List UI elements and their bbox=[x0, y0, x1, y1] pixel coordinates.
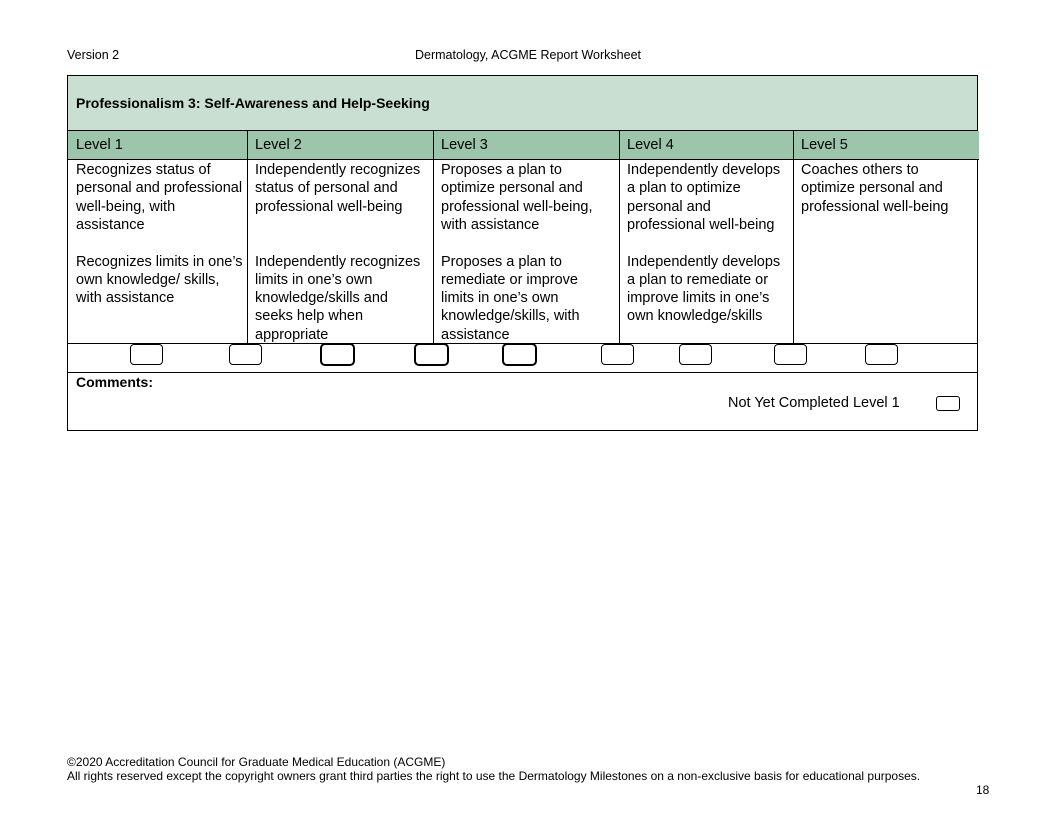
level-3-header bbox=[433, 131, 619, 160]
level-5-wellbeing-text: Coaches others to optimize personal and professional well-being bbox=[801, 162, 949, 215]
level-4-label: Level 4 bbox=[627, 137, 674, 153]
rating-checkbox-4-5[interactable] bbox=[774, 344, 807, 365]
level-3-label: Level 3 bbox=[441, 137, 488, 153]
level-2-description bbox=[247, 160, 433, 343]
page-number: 18 bbox=[976, 783, 990, 797]
rating-checkbox-1[interactable] bbox=[130, 344, 163, 365]
level-1-header bbox=[68, 131, 247, 160]
level-5-description bbox=[793, 160, 979, 343]
level-2-label: Level 2 bbox=[255, 137, 302, 153]
rating-checkbox-1-5[interactable] bbox=[229, 344, 262, 365]
column-divider bbox=[433, 131, 434, 343]
rating-checkbox-5[interactable] bbox=[865, 344, 898, 365]
milestone-table bbox=[67, 75, 978, 431]
level-5-header bbox=[793, 131, 979, 160]
comments-divider bbox=[68, 372, 977, 373]
level-1-limits-text: Recognizes limits in one’s own knowledge/ skills, with assistance bbox=[76, 253, 243, 307]
document-title: Dermatology, ACGME Report Worksheet bbox=[414, 48, 641, 62]
level-3-wellbeing-text: Proposes a plan to optimize personal and professional well-being, with assistance bbox=[441, 162, 593, 233]
footer-copyright: ©2020 Accreditation Council for Graduate Medical Education (ACGME) bbox=[67, 755, 446, 769]
rating-checkbox-4[interactable] bbox=[679, 344, 712, 365]
milestone-title: Professionalism 3: Self-Awareness and Help-Seeking bbox=[76, 95, 430, 111]
rating-checkbox-3-5[interactable] bbox=[601, 344, 634, 365]
level-4-limits-text: Independently develops a plan to remediate or improve limits in one’s own knowledge/skills bbox=[627, 253, 781, 325]
milestone-title-band bbox=[68, 76, 977, 131]
column-divider bbox=[247, 131, 248, 343]
level-3-limits-text: Proposes a plan to remediate or improve limits in one’s own knowledge/skills, with assistance bbox=[441, 253, 580, 343]
level-4-description bbox=[619, 160, 793, 343]
comments-label: Comments: bbox=[76, 374, 154, 390]
level-4-wellbeing-text: Independently develops a plan to optimize personal and professional well-being bbox=[627, 162, 781, 233]
level-5-label: Level 5 bbox=[801, 137, 848, 153]
rating-checkbox-2-5[interactable] bbox=[414, 343, 449, 366]
column-divider bbox=[793, 131, 794, 343]
level-4-header bbox=[619, 131, 793, 160]
not-yet-completed-checkbox[interactable] bbox=[936, 396, 960, 411]
level-2-wellbeing-text: Independently recognizes status of personal and professional well-being bbox=[255, 162, 421, 215]
level-1-description bbox=[68, 160, 247, 343]
level-1-label: Level 1 bbox=[76, 137, 123, 153]
level-1-wellbeing-text: Recognizes status of personal and professional well-being, with assistance bbox=[76, 162, 243, 233]
level-2-header bbox=[247, 131, 433, 160]
rating-checkbox-3[interactable] bbox=[502, 343, 537, 366]
level-3-description bbox=[433, 160, 619, 343]
not-yet-completed-label: Not Yet Completed Level 1 bbox=[728, 395, 900, 411]
level-2-limits-text: Independently recognizes limits in one’s own knowledge/skills and seeks help when appropriate bbox=[255, 253, 421, 343]
footer-rights: All rights reserved except the copyright owners grant third parties the right to use the Dermatology Milestones on a non-exclusive basis for educational purposes. bbox=[67, 769, 921, 783]
rating-checkbox-2[interactable] bbox=[320, 343, 355, 366]
version-label: Version 2 bbox=[67, 48, 120, 62]
column-divider bbox=[619, 131, 620, 343]
